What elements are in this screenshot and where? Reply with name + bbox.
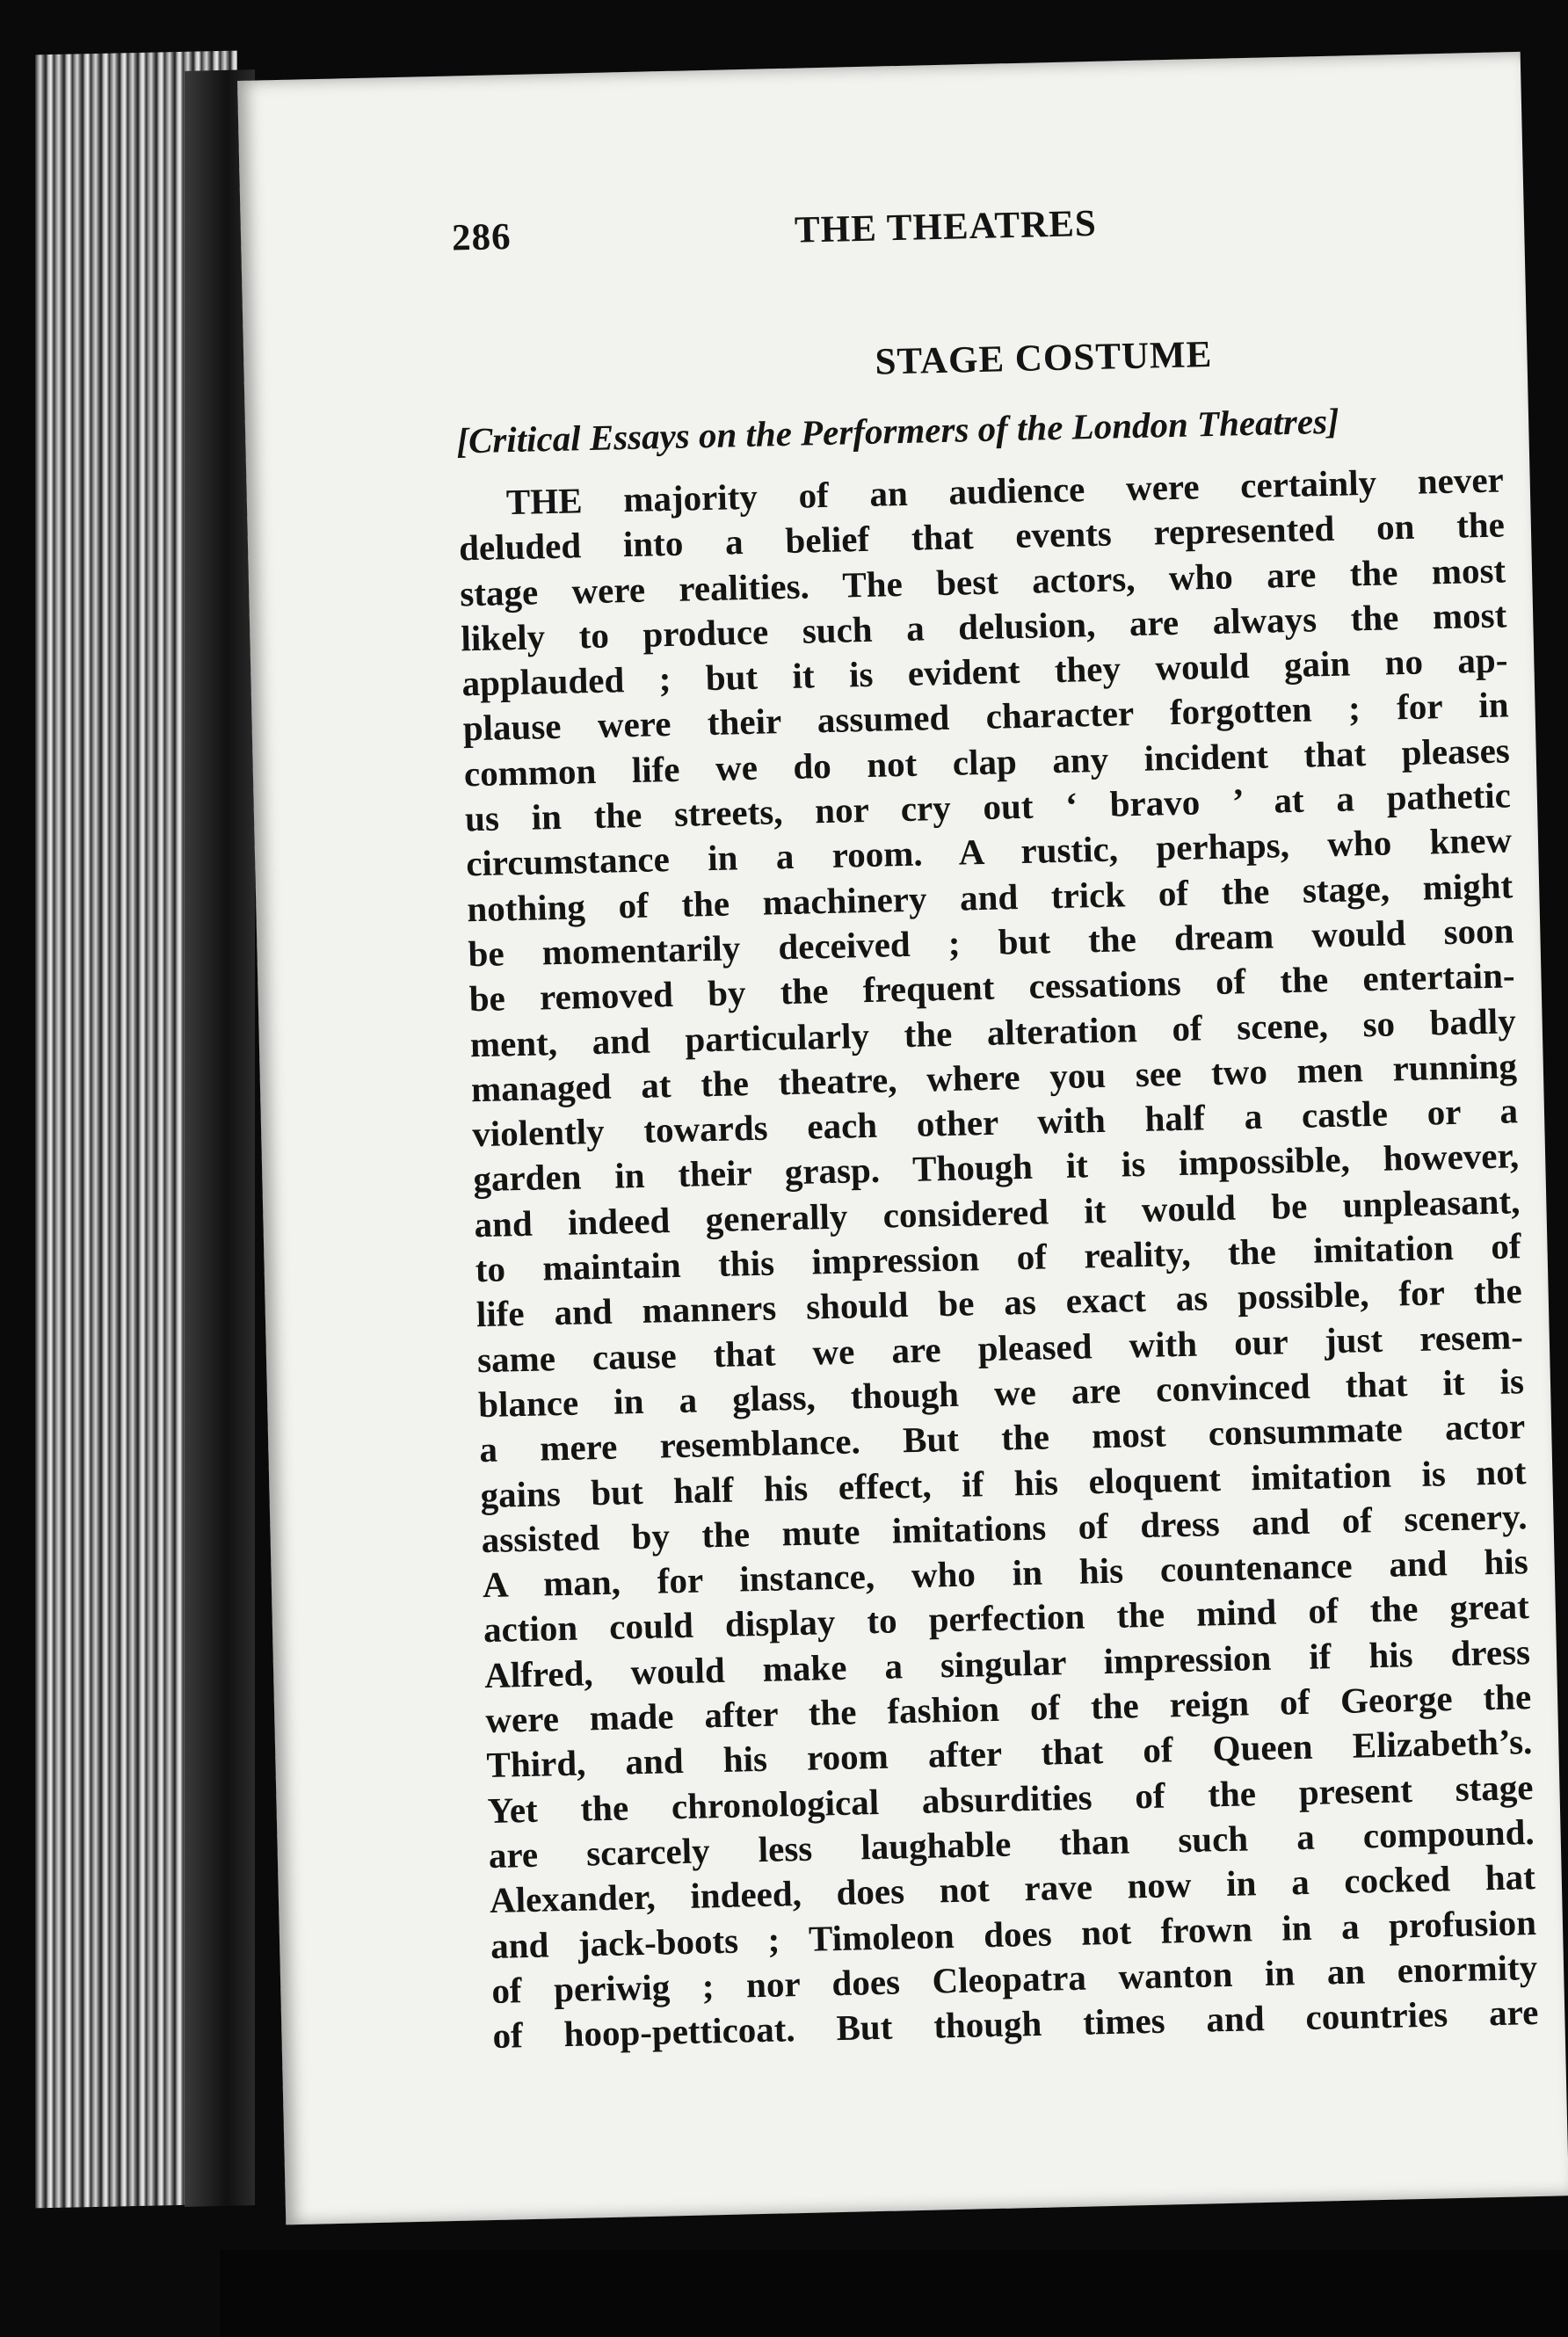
text-line: violently towards each other with half a castle or a [471, 1090, 1519, 1155]
text-line: of hoop-petticoat. But though times and countries are [492, 1992, 1539, 2057]
text-line: deluded into a belief that events represented on the [458, 504, 1506, 569]
text-line: same cause that we are pleased with our just resem- [476, 1315, 1524, 1380]
text-line: plause were their assumed character forgotten ; for in [462, 684, 1509, 749]
text-line: Alexander, indeed, does not rave now in a cocked hat [489, 1856, 1536, 1921]
text-line: applauded ; but it is evident they would gain no ap- [461, 639, 1508, 704]
text-line: us in the streets, nor cry out ‘ bravo ’ at a pathetic [464, 774, 1512, 839]
text-line: likely to produce such a delusion, are always the most [460, 594, 1507, 659]
text-line: blance in a glass, though we are convinced that it is [477, 1361, 1525, 1426]
text-line: common life we do not clap any incident that pleases [463, 729, 1511, 795]
text-line: stage were realities. The best actors, who are the most [459, 549, 1506, 613]
text-line: of periwig ; nor does Cleopatra wanton in an enormity [490, 1946, 1538, 2011]
text-line: gains but half his effect, if his eloquent imitation is not [480, 1450, 1527, 1515]
text-line: Third, and his room after that of Queen Elizabeth’s. [486, 1721, 1533, 1786]
text-line: action could display to perfection the mind of the great [483, 1586, 1530, 1651]
page-number: 286 [451, 215, 512, 259]
text-line: a mere resemblance. But the most consummate actor [478, 1405, 1526, 1470]
text-line: and indeed generally considered it would be unpleasant, [474, 1179, 1521, 1245]
text-line: ment, and particularly the alteration of scene, so badly [469, 999, 1517, 1064]
text-line: be momentarily deceived ; but the dream would soon [468, 910, 1514, 975]
text-line: nothing of the machinery and trick of the stage, might [466, 864, 1514, 929]
source-note: [Critical Essays on the Performers of the London Theatres] [455, 400, 1340, 461]
body-text [457, 457, 1538, 2058]
page-sheet [237, 52, 1568, 2225]
text-line: be removed by the frequent cessations of the entertain- [468, 954, 1515, 1020]
article-title: STAGE COSTUME [875, 333, 1213, 383]
running-head [452, 193, 1499, 270]
page-content [452, 193, 1539, 2059]
text-line: to maintain this impression of reality, the imitation of [475, 1225, 1521, 1290]
text-line: are scarcely less laughable than such a compound. [488, 1811, 1535, 1876]
text-line: THE majority of an audience were certainly never [505, 459, 1505, 523]
text-line: Yet the chronological absurdities of the present stage [487, 1766, 1534, 1831]
text-line: were made after the fashion of the reign of George the [484, 1676, 1532, 1741]
text-line: Alfred, would make a singular impression if his dress [483, 1630, 1531, 1695]
running-title: THE THEATRES [794, 202, 1098, 251]
text-line: life and manners should be as exact as possible, for the [475, 1270, 1523, 1335]
text-line: and jack-boots ; Timoleon does not frown in a profusion [490, 1901, 1537, 1966]
bottom-shadow [220, 2250, 1568, 2337]
text-line: A man, for instance, who in his countenance and his [482, 1541, 1529, 1606]
text-line: managed at the theatre, where you see two men running [470, 1045, 1518, 1110]
text-line: circumstance in a room. A rustic, perhaps, who knew [465, 819, 1513, 884]
text-line: garden in their grasp. Though it is impossible, however, [472, 1135, 1520, 1200]
text-line: assisted by the mute imitations of dress and of scenery. [481, 1495, 1528, 1560]
